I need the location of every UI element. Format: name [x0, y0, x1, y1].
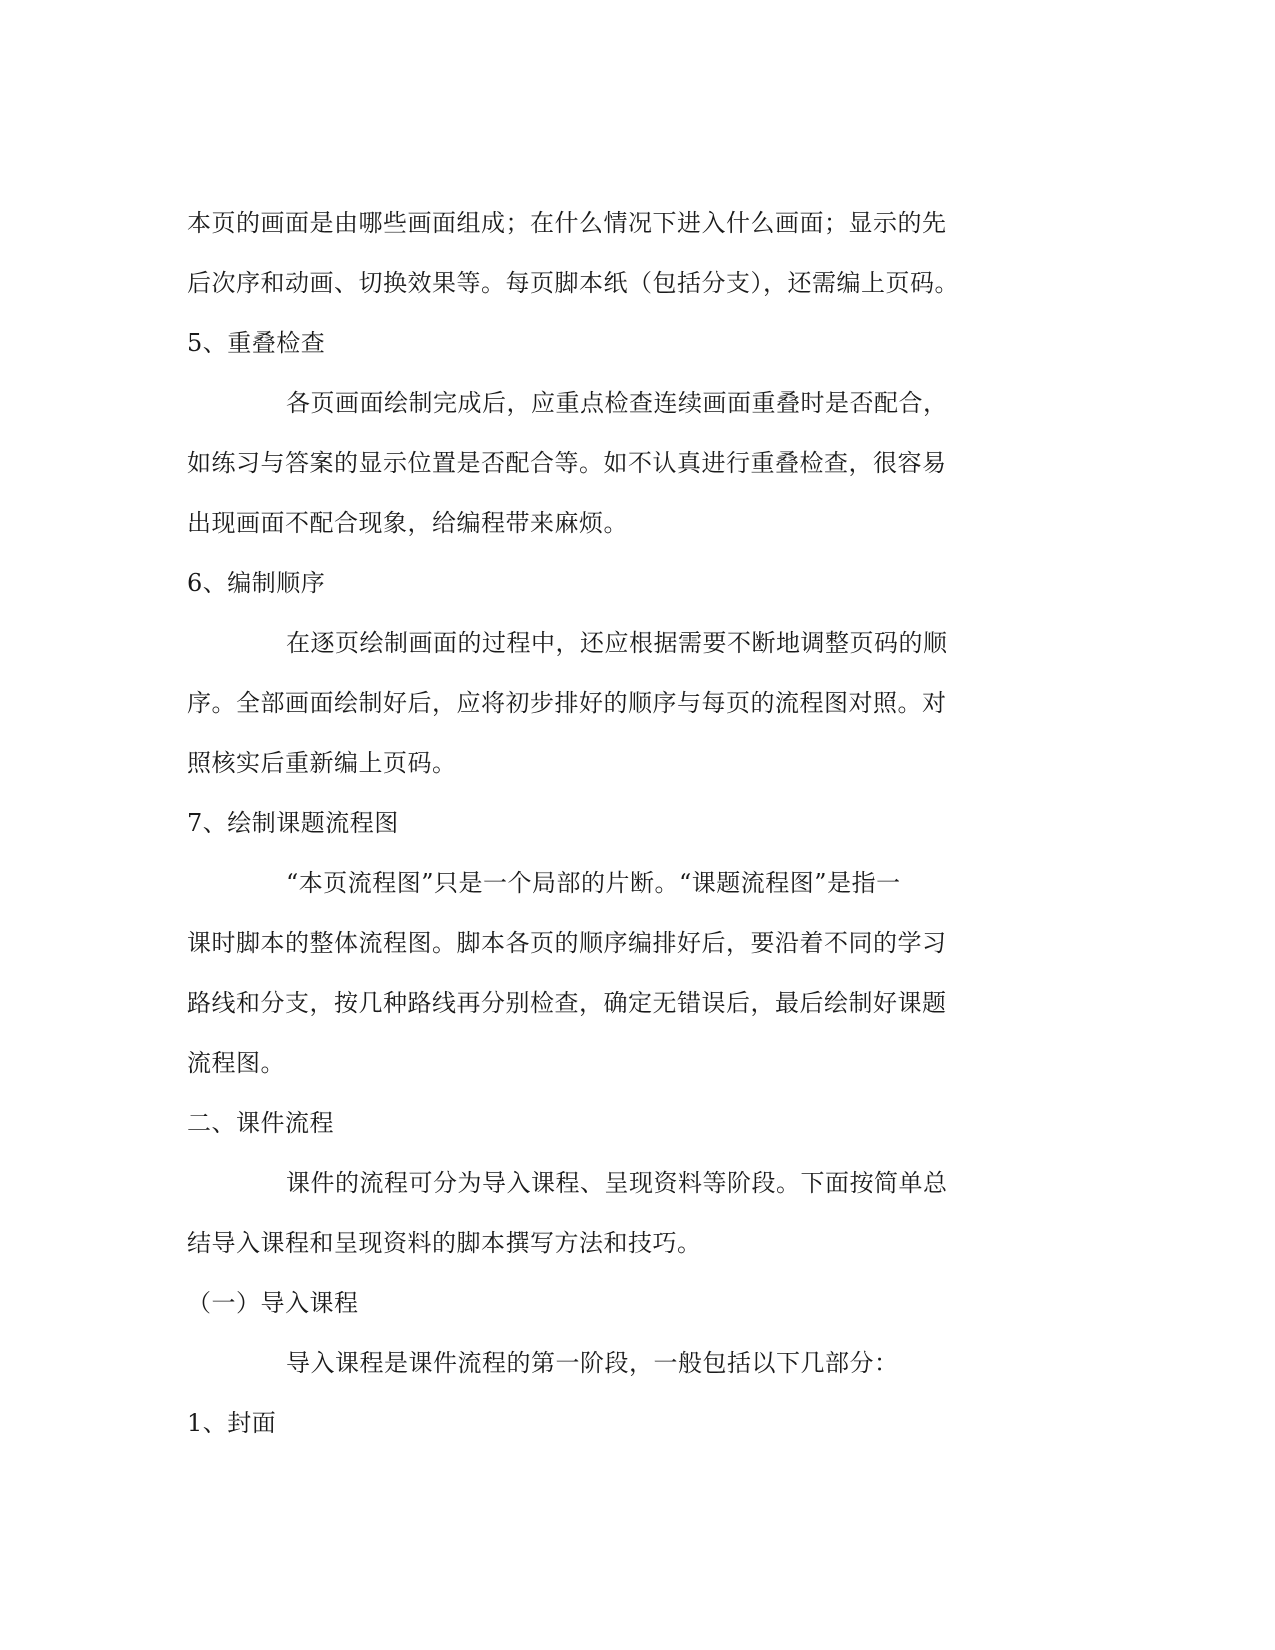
section-heading: 7、绘制课题流程图: [187, 809, 399, 837]
paragraph-first-line: 各页画面绘制完成后，应重点检查连续画面重叠时是否配合，: [286, 389, 948, 417]
body-text-line: 课时脚本的整体流程图。脚本各页的顺序编排好后，要沿着不同的学习: [187, 929, 947, 957]
section-heading: 5、重叠检查: [187, 329, 326, 357]
body-text-line: 路线和分支，按几种路线再分别检查，确定无错误后，最后绘制好课题: [187, 989, 947, 1017]
body-text-line: 结导入课程和呈现资料的脚本撰写方法和技巧。: [187, 1229, 702, 1257]
paragraph-first-line: “本页流程图”只是一个局部的片断。“课题流程图”是指一: [286, 869, 901, 897]
section-heading: 6、编制顺序: [187, 569, 326, 597]
section-heading: 1、封面: [187, 1409, 277, 1437]
body-text-line: 照核实后重新编上页码。: [187, 749, 457, 777]
paragraph-first-line: 导入课程是课件流程的第一阶段，一般包括以下几部分：: [286, 1349, 899, 1377]
chapter-heading: 二、课件流程: [187, 1109, 334, 1137]
body-text-line: 如练习与答案的显示位置是否配合等。如不认真进行重叠检查，很容易: [187, 449, 947, 477]
subsection-heading: （一）导入课程: [187, 1289, 359, 1317]
paragraph-first-line: 课件的流程可分为导入课程、呈现资料等阶段。下面按简单总: [286, 1169, 948, 1197]
body-text-line: 后次序和动画、切换效果等。每页脚本纸（包括分支），还需编上页码。: [187, 269, 959, 297]
body-text-line: 出现画面不配合现象，给编程带来麻烦。: [187, 509, 628, 537]
body-text-line: 本页的画面是由哪些画面组成；在什么情况下进入什么画面；显示的先: [187, 209, 947, 237]
body-text-line: 流程图。: [187, 1049, 285, 1077]
body-text-line: 序。全部画面绘制好后，应将初步排好的顺序与每页的流程图对照。对: [187, 689, 947, 717]
paragraph-first-line: 在逐页绘制画面的过程中，还应根据需要不断地调整页码的顺: [286, 629, 948, 657]
